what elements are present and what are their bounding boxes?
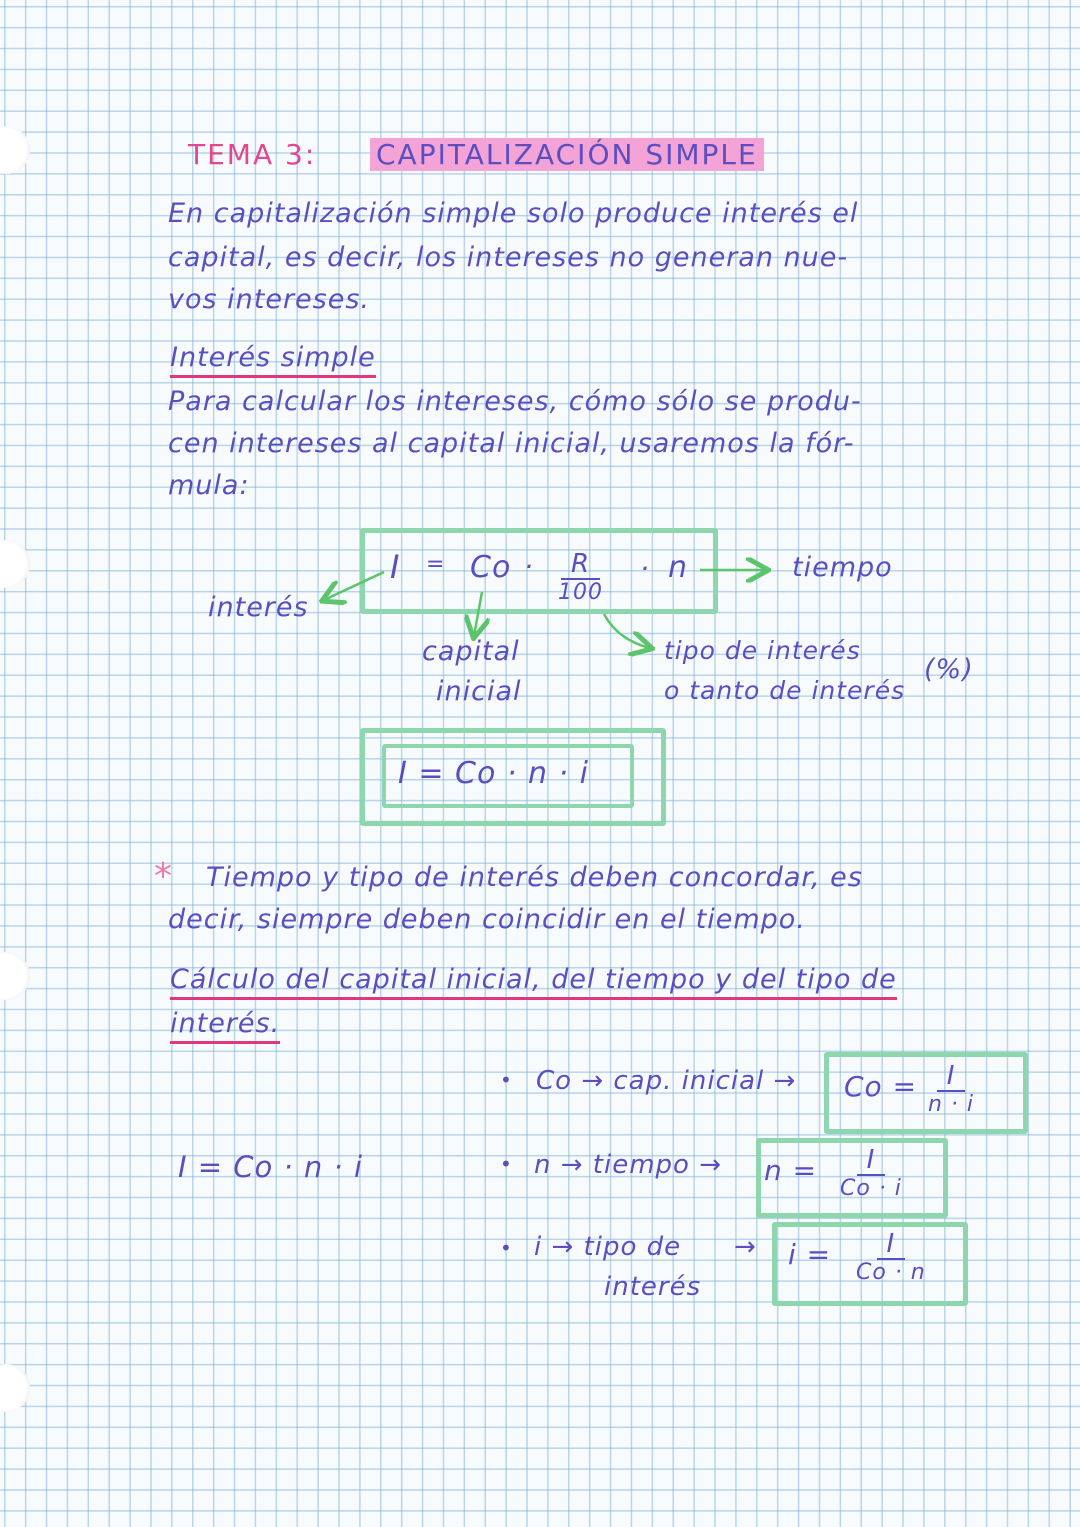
derivation-label-capital: Co → cap. inicial →: [536, 1066, 797, 1096]
derivation-lhs-tiempo: n =: [764, 1154, 818, 1187]
section1-line: cen intereses al capital inicial, usaremos la fór-: [168, 428, 855, 459]
note-line: Tiempo y tipo de interés deben concordar, es: [206, 862, 863, 893]
arrow-to-interes: [324, 572, 384, 600]
intro-line: En capitalización simple solo produce interés el: [168, 198, 859, 229]
formula-dot: ·: [524, 550, 534, 583]
bullet: •: [500, 1236, 513, 1260]
bullet: •: [500, 1152, 513, 1176]
derivation-label-tipo-cont: interés: [604, 1272, 702, 1302]
section-heading-calculo: Cálculo del capital inicial, del tiempo y del tipo de: [170, 964, 897, 995]
label-tipo-interes: tipo de interés: [664, 636, 861, 665]
formula-lhs: I: [390, 548, 401, 586]
rate-numerator: R: [561, 550, 600, 580]
label-capital: capital: [422, 636, 520, 667]
arrow-to-capital: [474, 592, 482, 636]
formula-n: n: [668, 550, 689, 585]
formula-capital: Co: [470, 550, 512, 585]
tema-label: TEMA 3:: [188, 138, 317, 171]
intro-line: capital, es decir, los intereses no generan nue-: [168, 242, 849, 273]
derivation-lhs-tipo: i =: [788, 1238, 832, 1271]
rate-denominator: 100: [558, 580, 603, 605]
section-heading-interes-simple: Interés simple: [170, 342, 376, 373]
derivation-label-tiempo: n → tiempo →: [534, 1150, 722, 1180]
arrow-to-tipo: [604, 614, 650, 648]
label-capital: inicial: [436, 676, 522, 707]
section-heading-calculo-cont: interés.: [170, 1008, 280, 1039]
formula-simplified: I = Co · n · i: [398, 756, 589, 791]
label-percent: (%): [924, 654, 974, 685]
label-interes: interés: [208, 592, 309, 623]
intro-line: vos intereses.: [168, 284, 370, 315]
derivation-fraction-tiempo: I Co · i: [840, 1145, 902, 1201]
derivation-fraction-tipo: I Co · n: [856, 1229, 926, 1285]
label-tanto-interes: o tanto de interés: [664, 676, 906, 705]
base-formula: I = Co · n · i: [178, 1150, 364, 1184]
section1-line: mula:: [168, 470, 250, 501]
label-tiempo: tiempo: [792, 552, 893, 583]
formula-dot: ·: [640, 552, 650, 585]
bullet: •: [500, 1068, 513, 1092]
page-title-text: CAPITALIZACIÓN SIMPLE: [370, 138, 764, 171]
star-icon: *: [154, 856, 173, 897]
section1-line: Para calcular los intereses, cómo sólo se produ-: [168, 386, 862, 417]
derivation-label-tipo: i → tipo de: [534, 1232, 682, 1262]
derivation-lhs-capital: Co =: [844, 1070, 918, 1103]
derivation-fraction-capital: I n · i: [928, 1061, 975, 1117]
formula-equals: =: [426, 552, 446, 577]
derivation-arrow-tipo: →: [734, 1232, 757, 1262]
note-line: decir, siempre deben coincidir en el tiempo.: [168, 904, 806, 935]
